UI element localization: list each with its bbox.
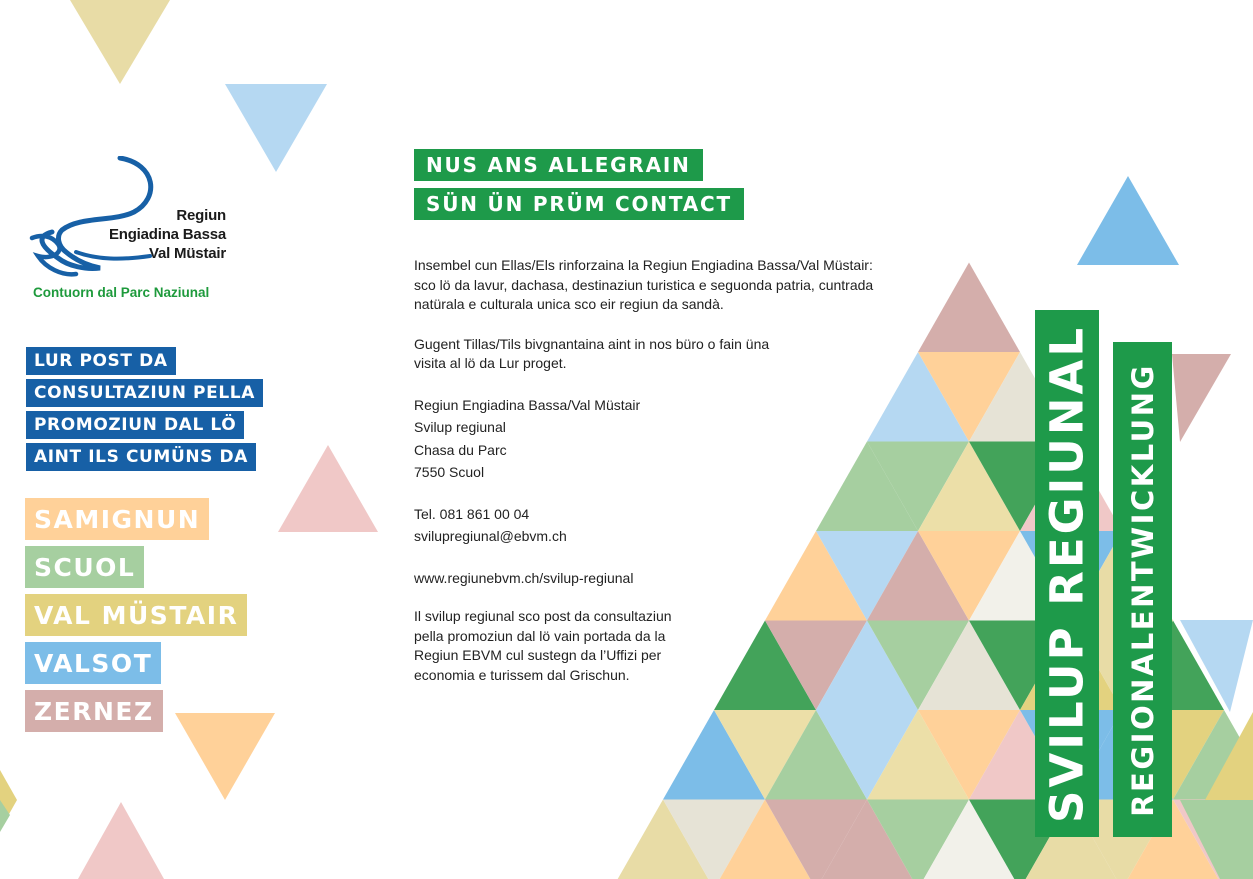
intro-paragraph: Insembel cun Ellas/Els rinforzaina la Regiun Engiadina Bassa/Val Müstair: sco lö da lavur, dachasa, destinaziun turistica e seguonda patria, cuntrada natürala e culturala unica sco eir regiun da sandà. [414,257,874,312]
address-line-3: Chasa du Parc [414,441,507,458]
label-line-3: PROMOZIUN DAL LÖ [26,411,244,439]
municipality-zernez: ZERNEZ [25,690,163,732]
municipality-samignun: SAMIGNUN [25,498,209,540]
logo-wordmark [109,206,226,263]
decor-triangle-right-rose [1172,354,1231,442]
banner-svilup-regiunal [1035,310,1099,837]
label-line-2: CONSULTAZIUN PELLA [26,379,263,407]
consultation-label-stack [26,347,263,475]
regiun-logo [28,156,238,306]
logo-line-3: Val Müstair [149,245,226,262]
invite-paragraph: Gugent Tillas/Tils bivgnantaina aint in nos büro o fain üna visita al lö da Lur proget. [414,335,770,371]
label-line-4: AINT ILS CUMÜNS DA [26,443,256,471]
municipality-val-mustair: VAL MÜSTAIR [25,594,247,636]
logo-line-2: Engiadina Bassa [108,226,226,243]
email-link[interactable]: svilupregiunal@ebvm.ch [414,528,567,544]
banner-regionalentwicklung [1113,342,1172,837]
decor-triangle-4 [78,802,164,879]
headline-line-1: NUS ANS ALLEGRAIN [414,149,703,181]
municipality-scuol: SCUOL [25,546,144,588]
address-line-4: 7550 Scuol [414,464,485,480]
logo-line-1: Regiun [176,207,226,224]
banner-primary-text: SVILUP REGIUNAL [1040,324,1094,823]
address-block [414,394,894,484]
municipality-valsot: VALSOT [25,642,161,684]
website-link[interactable]: www.regiunebvm.ch/svilup-regiunal [414,569,634,586]
decor-triangle-2 [278,445,378,532]
body-text [414,256,894,685]
logo-tagline: Contuorn dal Parc Naziunal [33,285,210,300]
closing-paragraph: Il svilup regiunal sco post da consultaziun pella promoziun dal lö vain portada da la Regiun EBVM cul sustegn da l’Uffizi per economia e turissem dal Grischun. [414,608,672,683]
decor-triangle-0 [70,0,170,84]
decor-triangle-1 [225,84,327,172]
banner-secondary-text: REGIONALENTWICKLUNG [1125,362,1160,817]
phone-number: Tel. 081 861 00 04 [414,505,530,522]
headline-line-2: SÜN ÜN PRÜM CONTACT [414,188,744,220]
address-line-1: Regiun Engiadina Bassa/Val Müstair [414,396,641,413]
mosaic-triangle-48 [918,263,1020,353]
contact-block [414,503,894,548]
headline [414,149,744,227]
decor-triangle-top-right [1077,176,1179,265]
municipality-list [25,498,247,738]
label-line-1: LUR POST DA [26,347,176,375]
address-line-2: Svilup regiunal [414,419,506,435]
